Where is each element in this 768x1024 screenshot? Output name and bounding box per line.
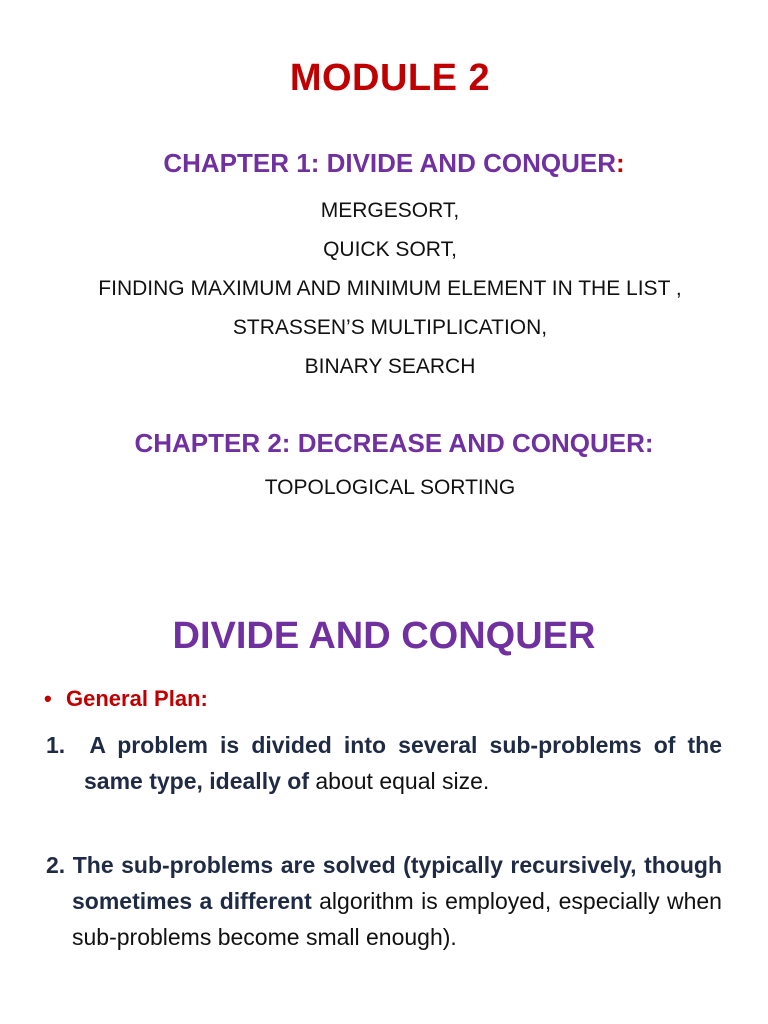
plan-step-2 — [46, 847, 722, 955]
general-plan-bullet — [44, 686, 208, 712]
chapter-1-heading-text: CHAPTER 1: DIVIDE AND CONQUER — [163, 148, 616, 178]
step-number: 1. — [46, 732, 66, 758]
chapter-1-topic-list — [0, 191, 768, 386]
topic-item: MERGESORT, — [320, 199, 460, 222]
general-plan-label: General Plan: — [66, 686, 208, 711]
topic-item: QUICK SORT, — [323, 238, 457, 261]
topic-item: TOPOLOGICAL SORTING — [264, 476, 516, 499]
divide-and-conquer-slide — [0, 600, 768, 1024]
module-title: MODULE 2 — [289, 57, 491, 99]
bullet-dot-icon: • — [44, 686, 52, 711]
step-normal-text: algorithm is employed, especially when sub-problems become small enough). — [72, 888, 722, 950]
topic-item: STRASSEN’S MULTIPLICATION, — [232, 316, 548, 339]
step-bold-text: The sub-problems are solved (typically recursively, though sometimes a different — [72, 852, 722, 914]
section-title: DIVIDE AND CONQUER — [172, 615, 596, 657]
chapter-1-heading — [0, 148, 768, 179]
step-number: 2. — [46, 852, 66, 878]
chapter-2-heading: CHAPTER 2: DECREASE AND CONQUER: — [134, 428, 654, 458]
topic-item: FINDING MAXIMUM AND MINIMUM ELEMENT IN THE LIST , — [98, 277, 682, 300]
chapter-1-heading-colon: : — [615, 148, 625, 178]
chapter-2-topic-list — [0, 468, 768, 507]
topic-item: BINARY SEARCH — [304, 355, 476, 378]
step-normal-text: about equal size. — [315, 768, 490, 794]
plan-step-1 — [46, 727, 722, 799]
step-bold-text: A problem is divided into several sub-problems of the same type, ideally of — [84, 732, 723, 794]
